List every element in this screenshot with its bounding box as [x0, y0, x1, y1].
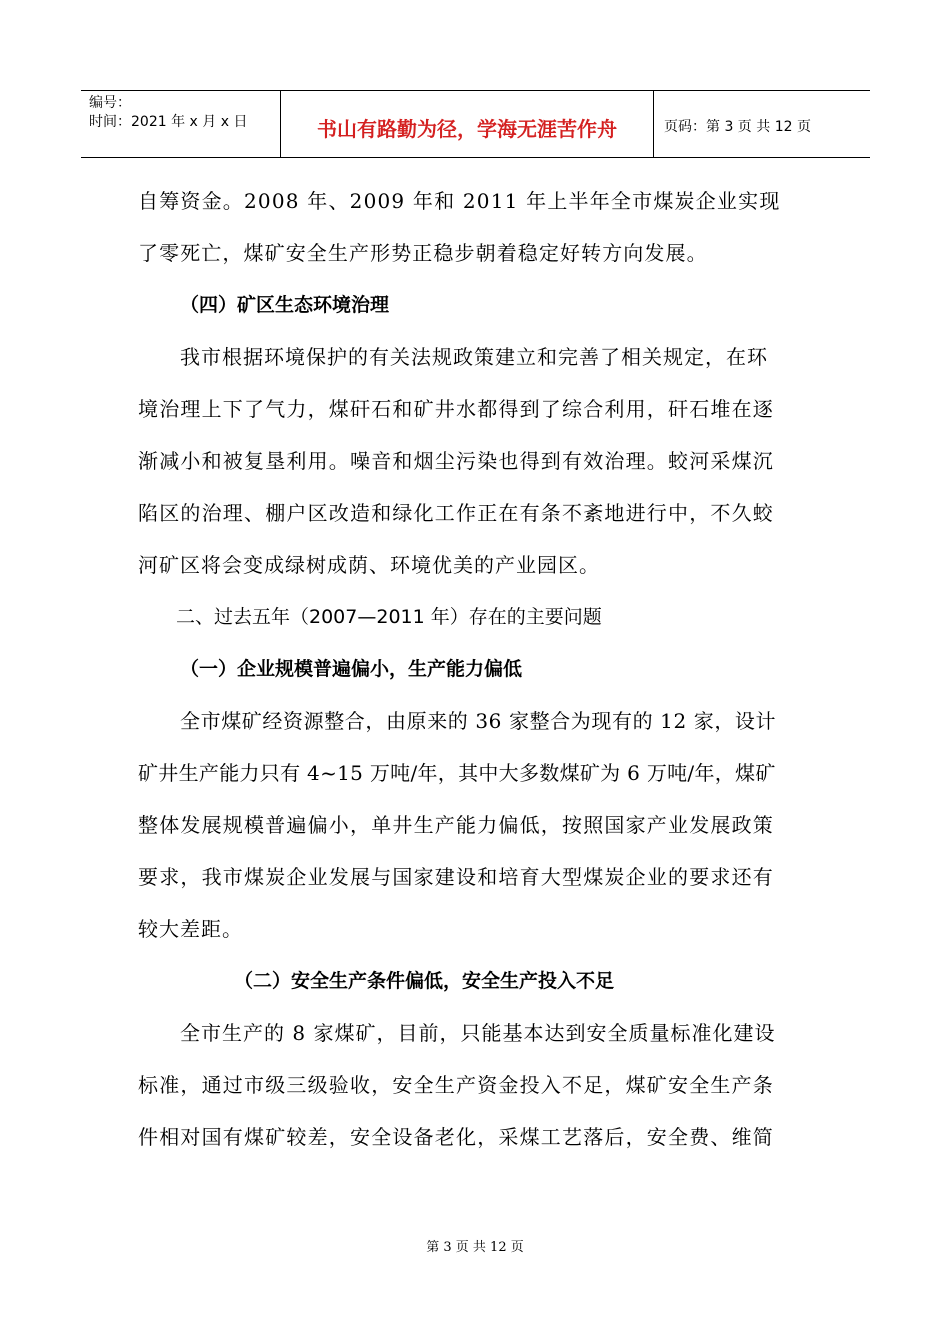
body-line: 矿井生产能力只有 4~15 万吨/年，其中大多数煤矿为 6 万吨/年，煤矿	[138, 761, 776, 785]
header-page-info: 页码：第 3 页 共 12 页	[664, 119, 811, 135]
body-line: 河矿区将会变成绿树成荫、环境优美的产业园区。	[138, 553, 600, 577]
body-line: 渐减小和被复垦利用。噪音和烟尘污染也得到有效治理。蛟河采煤沉	[138, 449, 774, 473]
body-line: 陷区的治理、棚户区改造和绿化工作正在有条不紊地进行中，不久蛟	[138, 501, 774, 525]
body-line: 全市生产的 8 家煤矿，目前，只能基本达到安全质量标准化建设	[180, 1021, 776, 1045]
subsection-heading: （二）安全生产条件偏低，安全生产投入不足	[234, 970, 615, 992]
subsection-heading: （一）企业规模普遍偏小，生产能力偏低	[180, 658, 523, 680]
number-label: 编号：	[89, 95, 131, 111]
page-header	[81, 90, 870, 158]
body-line: 我市根据环境保护的有关法规政策建立和完善了相关规定，在环	[180, 345, 768, 369]
section-heading: （四）矿区生态环境治理	[180, 294, 390, 316]
header-motto: 书山有路勤为径，学海无涯苦作舟	[281, 91, 654, 157]
body-line: 了零死亡，煤矿安全生产形势正稳步朝着稳定好转方向发展。	[138, 241, 708, 265]
body-line: 自筹资金。2008 年、2009 年和 2011 年上半年全市煤炭企业实现	[138, 189, 781, 213]
section-heading: 二、过去五年（2007—2011 年）存在的主要问题	[176, 606, 602, 628]
body-line: 要求，我市煤炭企业发展与国家建设和培育大型煤炭企业的要求还有	[138, 865, 774, 889]
header-meta	[81, 91, 281, 157]
page-footer: 第 3 页 共 12 页	[426, 1240, 524, 1255]
body-line: 境治理上下了气力，煤矸石和矿井水都得到了综合利用，矸石堆在逐	[138, 397, 774, 421]
body-line: 全市煤矿经资源整合，由原来的 36 家整合为现有的 12 家，设计	[180, 709, 777, 733]
body-line: 标准，通过市级三级验收，安全生产资金投入不足，煤矿安全生产条	[138, 1073, 774, 1097]
body-line: 整体发展规模普遍偏小，单井生产能力偏低，按照国家产业发展政策	[138, 813, 774, 837]
body-line: 件相对国有煤矿较差，安全设备老化，采煤工艺落后，安全费、维简	[138, 1125, 774, 1149]
time-label: 时间：2021 年 x 月 x 日	[89, 114, 248, 130]
body-line: 较大差距。	[138, 917, 243, 941]
